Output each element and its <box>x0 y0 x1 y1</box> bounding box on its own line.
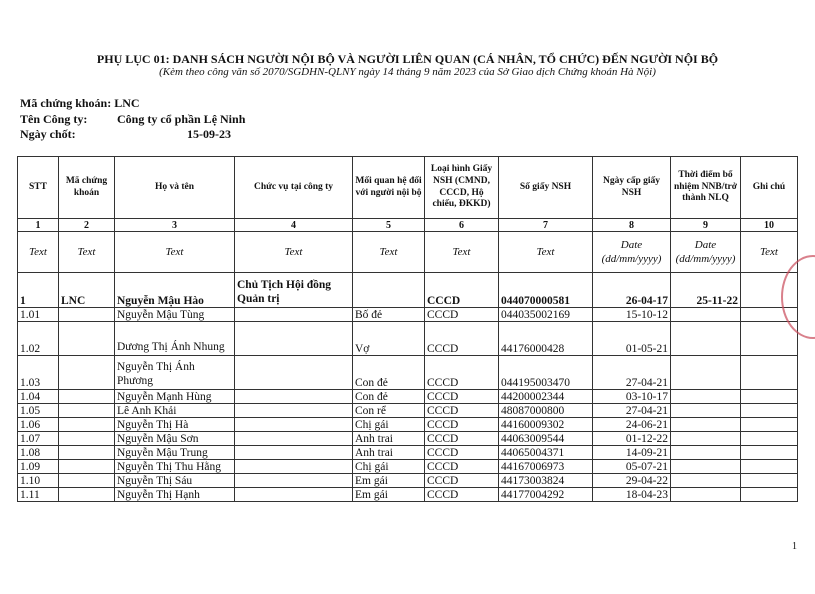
note-cell <box>741 432 798 446</box>
position-cell <box>235 418 353 432</box>
position-cell <box>235 356 353 390</box>
ticker-cell <box>59 474 115 488</box>
relation-cell: Con đẻ <box>353 356 425 390</box>
id-number-cell: 044195003470 <box>499 356 593 390</box>
id-number-cell: 44176000428 <box>499 322 593 356</box>
column-type: Text <box>115 232 235 273</box>
note-cell <box>741 322 798 356</box>
issue-date-cell: 05-07-21 <box>593 460 671 474</box>
ticker-cell <box>59 356 115 390</box>
relation-cell: Vợ <box>353 322 425 356</box>
id-type-cell: CCCD <box>425 390 499 404</box>
header-cell: Ghi chú <box>741 157 798 219</box>
table-row <box>18 474 798 488</box>
stt-cell: 1 <box>18 273 59 308</box>
id-type-cell: CCCD <box>425 273 499 308</box>
id-type-cell: CCCD <box>425 474 499 488</box>
header-cell: Mã chứng khoán <box>59 157 115 219</box>
company-label: Tên Công ty: <box>20 112 88 126</box>
id-number-cell: 44065004371 <box>499 446 593 460</box>
ticker-cell: LNC <box>59 273 115 308</box>
issue-date-cell: 26-04-17 <box>593 273 671 308</box>
id-type-cell: CCCD <box>425 460 499 474</box>
relation-cell: Anh trai <box>353 446 425 460</box>
name-cell: Nguyễn Thị Sáu <box>115 474 235 488</box>
appointment-date-cell <box>671 356 741 390</box>
position-cell <box>235 460 353 474</box>
position-cell <box>235 488 353 502</box>
id-type-cell: CCCD <box>425 404 499 418</box>
note-cell <box>741 356 798 390</box>
column-number: 2 <box>59 219 115 232</box>
date-label: Ngày chốt: <box>20 127 76 141</box>
id-number-cell: 44173003824 <box>499 474 593 488</box>
stt-cell: 1.06 <box>18 418 59 432</box>
table-row <box>18 390 798 404</box>
name-cell: Nguyễn Thị Hà <box>115 418 235 432</box>
header-cell: Chức vụ tại công ty <box>235 157 353 219</box>
stt-cell: 1.10 <box>18 474 59 488</box>
column-type: Text <box>353 232 425 273</box>
column-number-row <box>18 219 798 232</box>
insider-table <box>17 156 798 502</box>
id-type-cell: CCCD <box>425 418 499 432</box>
name-cell: Nguyễn Mậu Sơn <box>115 432 235 446</box>
header-cell: Mối quan hệ đối với người nội bộ <box>353 157 425 219</box>
table-row <box>18 418 798 432</box>
table-row <box>18 432 798 446</box>
name-cell: Nguyễn Mậu Tùng <box>115 308 235 322</box>
appointment-date-cell <box>671 474 741 488</box>
column-number: 1 <box>18 219 59 232</box>
position-cell <box>235 404 353 418</box>
ticker-cell <box>59 432 115 446</box>
id-type-cell: CCCD <box>425 432 499 446</box>
appointment-date-cell <box>671 460 741 474</box>
id-number-cell: 44063009544 <box>499 432 593 446</box>
stt-cell: 1.09 <box>18 460 59 474</box>
ticker-cell <box>59 460 115 474</box>
id-number-cell: 44177004292 <box>499 488 593 502</box>
table-row <box>18 356 798 390</box>
ticker-cell <box>59 418 115 432</box>
header-cell: STT <box>18 157 59 219</box>
header-cell: Loại hình Giấy NSH (CMND, CCCD, Hộ chiếu, ĐKKD) <box>425 157 499 219</box>
ticker-line <box>20 96 140 111</box>
position-cell <box>235 308 353 322</box>
table-row <box>18 446 798 460</box>
column-type: Text <box>18 232 59 273</box>
note-cell <box>741 488 798 502</box>
ticker-cell <box>59 488 115 502</box>
appointment-date-cell: 25-11-22 <box>671 273 741 308</box>
ticker-cell <box>59 446 115 460</box>
name-cell: Nguyễn Thị Ánh Phương <box>115 356 235 390</box>
id-type-cell: CCCD <box>425 488 499 502</box>
table-row <box>18 488 798 502</box>
stt-cell: 1.05 <box>18 404 59 418</box>
position-cell: Chủ Tịch Hội đồng Quản trị <box>235 273 353 308</box>
name-cell: Lê Anh Khải <box>115 404 235 418</box>
issue-date-cell: 18-04-23 <box>593 488 671 502</box>
ticker-cell <box>59 308 115 322</box>
relation-cell: Con đẻ <box>353 390 425 404</box>
column-number: 7 <box>499 219 593 232</box>
issue-date-cell: 15-10-12 <box>593 308 671 322</box>
name-cell: Nguyễn Mậu Hào <box>115 273 235 308</box>
date-line <box>20 127 320 142</box>
relation-cell: Em gái <box>353 488 425 502</box>
note-cell <box>741 460 798 474</box>
id-number-cell: 44160009302 <box>499 418 593 432</box>
header-row <box>18 157 798 219</box>
header-cell: Số giấy NSH <box>499 157 593 219</box>
table-row <box>18 322 798 356</box>
appointment-date-cell <box>671 404 741 418</box>
company-value: Công ty cổ phần Lệ Ninh <box>117 112 246 126</box>
id-number-cell: 44167006973 <box>499 460 593 474</box>
header-cell: Ngày cấp giấy NSH <box>593 157 671 219</box>
column-number: 6 <box>425 219 499 232</box>
stt-cell: 1.01 <box>18 308 59 322</box>
column-number: 3 <box>115 219 235 232</box>
column-number: 10 <box>741 219 798 232</box>
relation-cell: Em gái <box>353 474 425 488</box>
issue-date-cell: 01-12-22 <box>593 432 671 446</box>
column-number: 5 <box>353 219 425 232</box>
appointment-date-cell <box>671 322 741 356</box>
stt-cell: 1.04 <box>18 390 59 404</box>
name-cell: Nguyễn Mạnh Hùng <box>115 390 235 404</box>
document-title: PHỤ LỤC 01: DANH SÁCH NGƯỜI NỘI BỘ VÀ NGƯỜI LIÊN QUAN (CÁ NHÂN, TỔ CHỨC) ĐẾN NGƯỜI NỘI BỘ <box>96 52 719 66</box>
document-subtitle: (Kèm theo công văn số 2070/SGDHN-QLNY ngày 14 tháng 9 năm 2023 của Sở Giao dịch Chứng khoán Hà Nội) <box>159 66 656 78</box>
relation-cell: Con rể <box>353 404 425 418</box>
name-cell: Nguyễn Mậu Trung <box>115 446 235 460</box>
id-number-cell: 44200002344 <box>499 390 593 404</box>
page-number: 1 <box>792 541 797 552</box>
date-value: 15-09-23 <box>187 127 231 141</box>
note-cell <box>741 390 798 404</box>
column-type: Date (dd/mm/yyyy) <box>593 232 671 273</box>
id-number-cell: 48087000800 <box>499 404 593 418</box>
note-cell <box>741 446 798 460</box>
ticker-cell <box>59 322 115 356</box>
position-cell <box>235 432 353 446</box>
stt-cell: 1.03 <box>18 356 59 390</box>
note-cell <box>741 474 798 488</box>
ticker-cell <box>59 404 115 418</box>
issue-date-cell: 24-06-21 <box>593 418 671 432</box>
issue-date-cell: 29-04-22 <box>593 474 671 488</box>
column-number: 9 <box>671 219 741 232</box>
issue-date-cell: 03-10-17 <box>593 390 671 404</box>
header-cell: Thời điểm bổ nhiệm NNB/trở thành NLQ <box>671 157 741 219</box>
column-type: Text <box>425 232 499 273</box>
note-cell <box>741 418 798 432</box>
id-number-cell: 044035002169 <box>499 308 593 322</box>
column-type: Text <box>59 232 115 273</box>
appointment-date-cell <box>671 488 741 502</box>
relation-cell: Bố đẻ <box>353 308 425 322</box>
appointment-date-cell <box>671 308 741 322</box>
appointment-date-cell <box>671 418 741 432</box>
name-cell: Nguyễn Thị Thu Hằng <box>115 460 235 474</box>
id-type-cell: CCCD <box>425 308 499 322</box>
column-type: Date (dd/mm/yyyy) <box>671 232 741 273</box>
position-cell <box>235 446 353 460</box>
ticker-label: Mã chứng khoán: <box>20 96 112 110</box>
name-cell: Nguyễn Thị Hạnh <box>115 488 235 502</box>
name-cell: Dương Thị Ánh Nhung <box>115 322 235 356</box>
relation-cell: Chị gái <box>353 418 425 432</box>
position-cell <box>235 390 353 404</box>
table-row <box>18 273 798 308</box>
table-row <box>18 460 798 474</box>
position-cell <box>235 322 353 356</box>
id-type-cell: CCCD <box>425 446 499 460</box>
id-number-cell: 044070000581 <box>499 273 593 308</box>
issue-date-cell: 27-04-21 <box>593 404 671 418</box>
column-type: Text <box>741 232 798 273</box>
column-type: Text <box>235 232 353 273</box>
header-cell: Họ và tên <box>115 157 235 219</box>
stt-cell: 1.11 <box>18 488 59 502</box>
id-type-cell: CCCD <box>425 356 499 390</box>
stt-cell: 1.07 <box>18 432 59 446</box>
relation-cell: Chị gái <box>353 460 425 474</box>
column-number: 4 <box>235 219 353 232</box>
appointment-date-cell <box>671 390 741 404</box>
stt-cell: 1.02 <box>18 322 59 356</box>
ticker-value: LNC <box>114 96 140 110</box>
column-number: 8 <box>593 219 671 232</box>
table-row <box>18 308 798 322</box>
id-type-cell: CCCD <box>425 322 499 356</box>
appointment-date-cell <box>671 432 741 446</box>
note-cell <box>741 404 798 418</box>
stt-cell: 1.08 <box>18 446 59 460</box>
column-type-row <box>18 232 798 273</box>
column-type: Text <box>499 232 593 273</box>
issue-date-cell: 01-05-21 <box>593 322 671 356</box>
appointment-date-cell <box>671 446 741 460</box>
relation-cell: Anh trai <box>353 432 425 446</box>
table-row <box>18 404 798 418</box>
relation-cell <box>353 273 425 308</box>
position-cell <box>235 474 353 488</box>
issue-date-cell: 27-04-21 <box>593 356 671 390</box>
company-line <box>20 112 320 127</box>
ticker-cell <box>59 390 115 404</box>
issue-date-cell: 14-09-21 <box>593 446 671 460</box>
